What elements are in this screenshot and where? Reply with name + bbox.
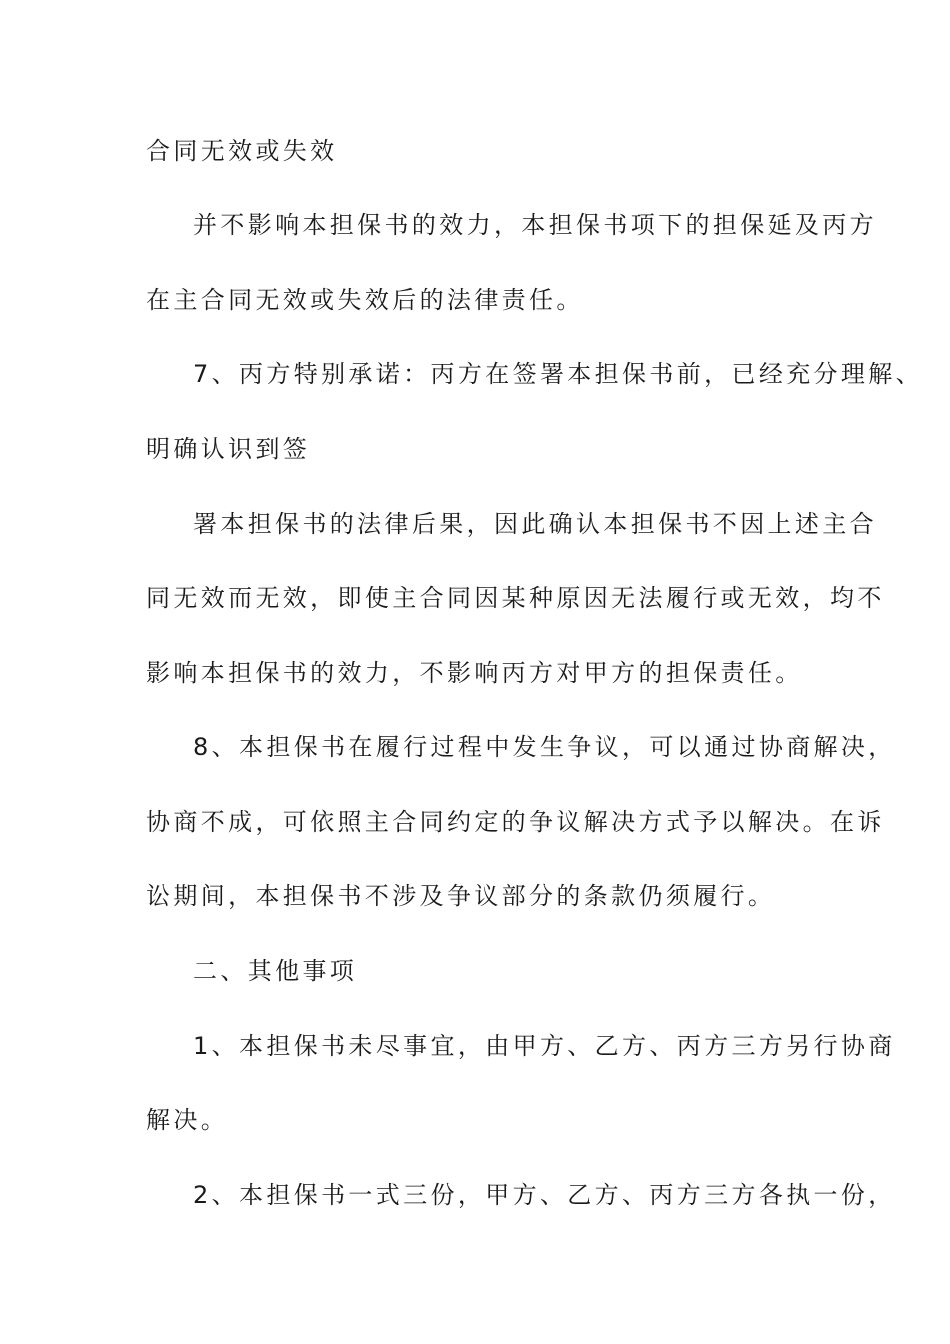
text-line: 影响本担保书的效力，不影响丙方对甲方的担保责任。 (146, 659, 803, 687)
text-line: 署本担保书的法律后果，因此确认本担保书不因上述主合 (193, 510, 877, 538)
text-line: 合同无效或失效 (146, 137, 338, 165)
text-line: 在主合同无效或失效后的法律责任。 (146, 286, 584, 314)
text-line: 7、丙方特别承诺：丙方在签署本担保书前，已经充分理解、 (193, 360, 923, 388)
text-line: 2、本担保书一式三份，甲方、乙方、丙方三方各执一份， (193, 1181, 896, 1209)
text-line: 8、本担保书在履行过程中发生争议，可以通过协商解决， (193, 733, 896, 761)
text-line: 讼期间，本担保书不涉及争议部分的条款仍须履行。 (146, 882, 776, 910)
text-line: 解决。 (146, 1106, 229, 1134)
text-line: 协商不成，可依照主合同约定的争议解决方式予以解决。在诉 (146, 808, 885, 836)
text-line: 并不影响本担保书的效力，本担保书项下的担保延及丙方 (193, 211, 877, 239)
text-line: 同无效而无效，即使主合同因某种原因无法履行或无效，均不 (146, 584, 885, 612)
section-heading: 二、其他事项 (193, 957, 358, 985)
text-line: 1、本担保书未尽事宜，由甲方、乙方、丙方三方另行协商 (193, 1032, 896, 1060)
text-line: 明确认识到签 (146, 435, 311, 463)
